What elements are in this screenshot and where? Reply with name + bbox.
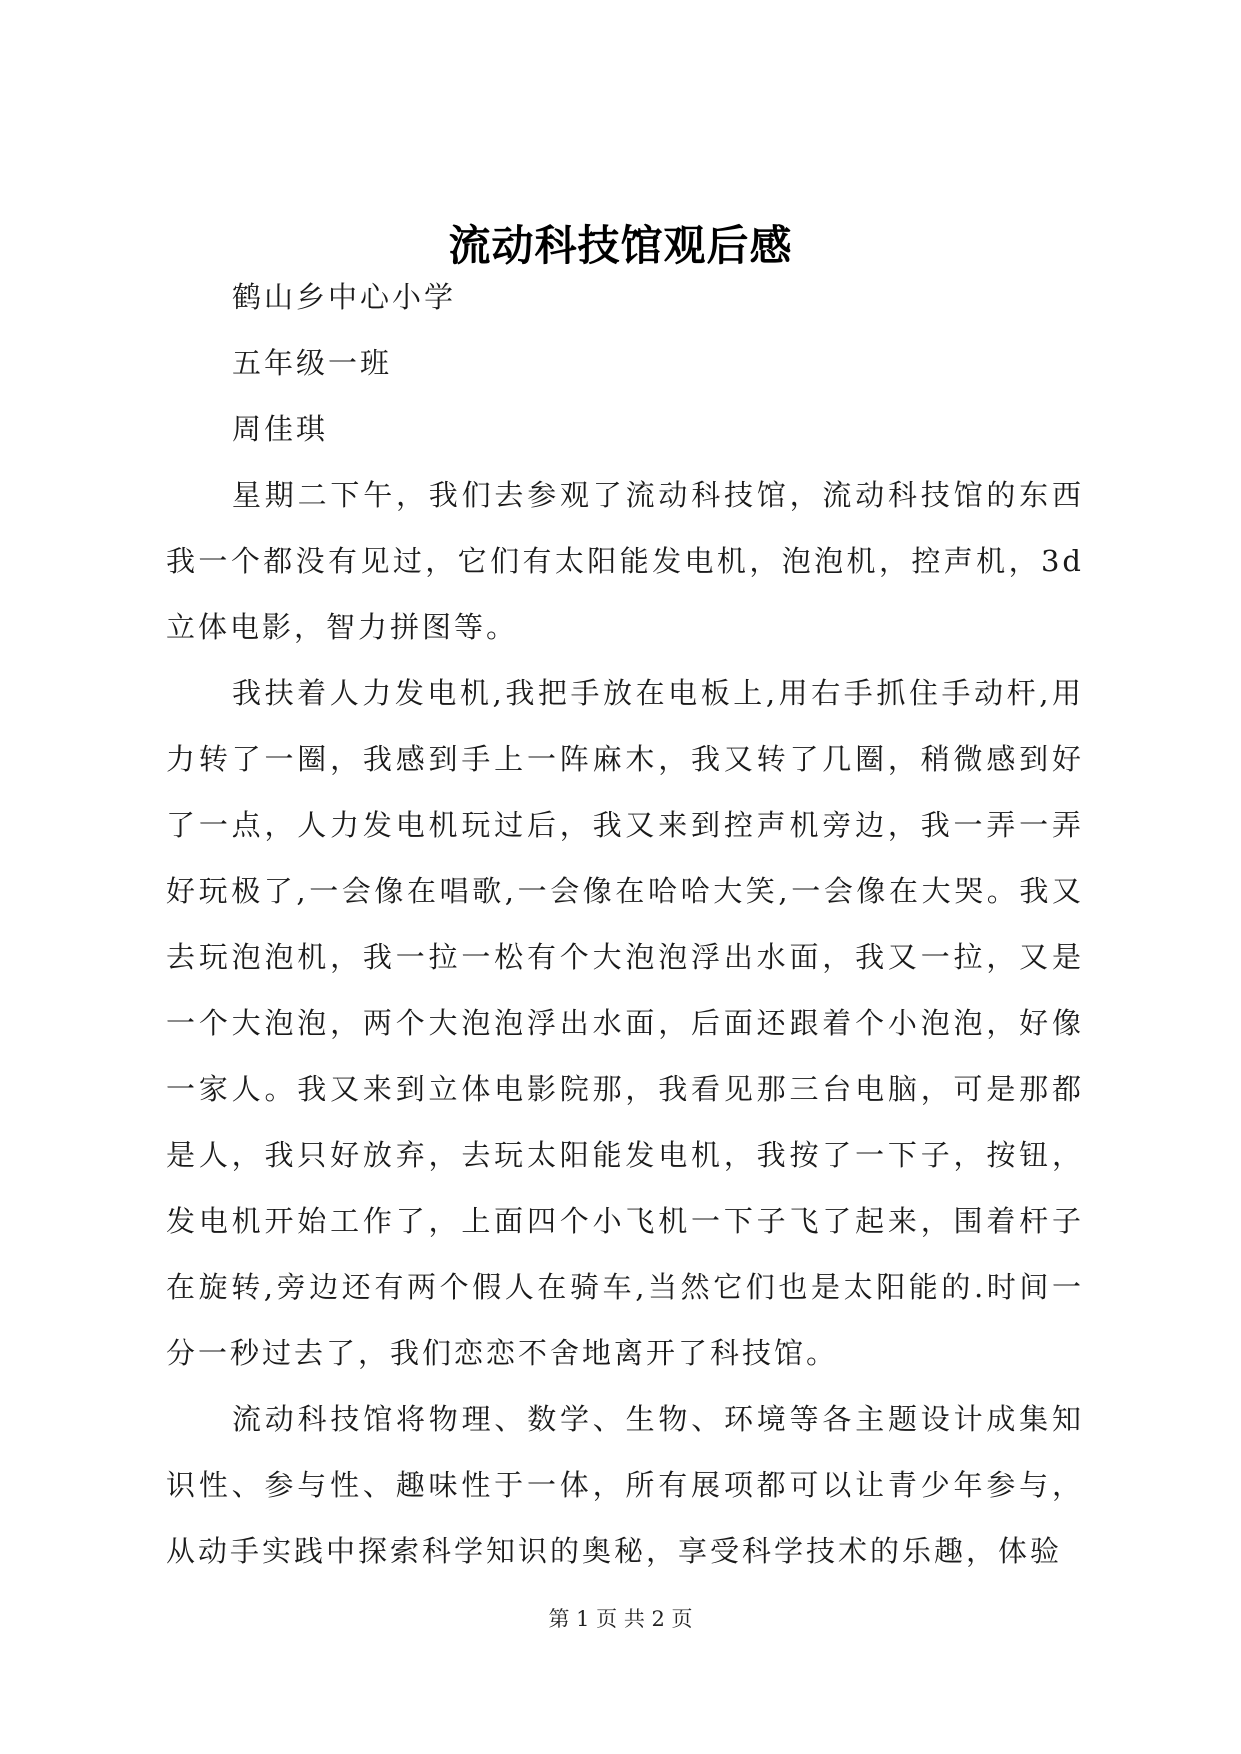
document-title: 流动科技馆观后感 [448, 221, 793, 270]
class-name: 五年级一班 [232, 346, 393, 380]
author-name: 周佳琪 [232, 412, 329, 446]
body-paragraph-3: 流动科技馆将物理、数学、生物、环境等各主题设计成集知识性、参与性、趣味性于一体，所有展项都可以让青少年参与，从动手实践中探索科学知识的奥秘，享受科学技术的乐趣，体验 [166, 1402, 1084, 1568]
school-name: 鹤山乡中心小学 [232, 280, 457, 314]
document-body [166, 264, 1084, 1584]
body-paragraph-1: 星期二下午，我们去参观了流动科技馆，流动科技馆的东西我一个都没有见过，它们有太阳能发电机，泡泡机，控声机，3d立体电影，智力拼图等。 [166, 478, 1084, 644]
body-paragraph-2: 我扶着人力发电机,我把手放在电板上,用右手抓住手动杆,用力转了一圈，我感到手上一阵麻木，我又转了几圈，稍微感到好了一点，人力发电机玩过后，我又来到控声机旁边，我一弄一弄好玩极了,一会像在唱歌,一会像在哈哈大笑,一会像在大哭。我又去玩泡泡机，我一拉一松有个大泡泡浮出水面，我又一拉，又是一个大泡泡，两个大泡泡浮出水面，后面还跟着个小泡泡，好像一家人。我又来到立体电影院那，我看见那三台电脑，可是那都是人，我只好放弃，去玩太阳能发电机，我按了一下子，按钮，发电机开始工作了，上面四个小飞机一下子飞了起来，围着杆子在旋转,旁边还有两个假人在骑车,当然它们也是太阳能的.时间一分一秒过去了，我们恋恋不舍地离开了科技馆。 [166, 676, 1084, 1370]
page-number-footer: 第 1 页 共 2 页 [548, 1607, 693, 1631]
